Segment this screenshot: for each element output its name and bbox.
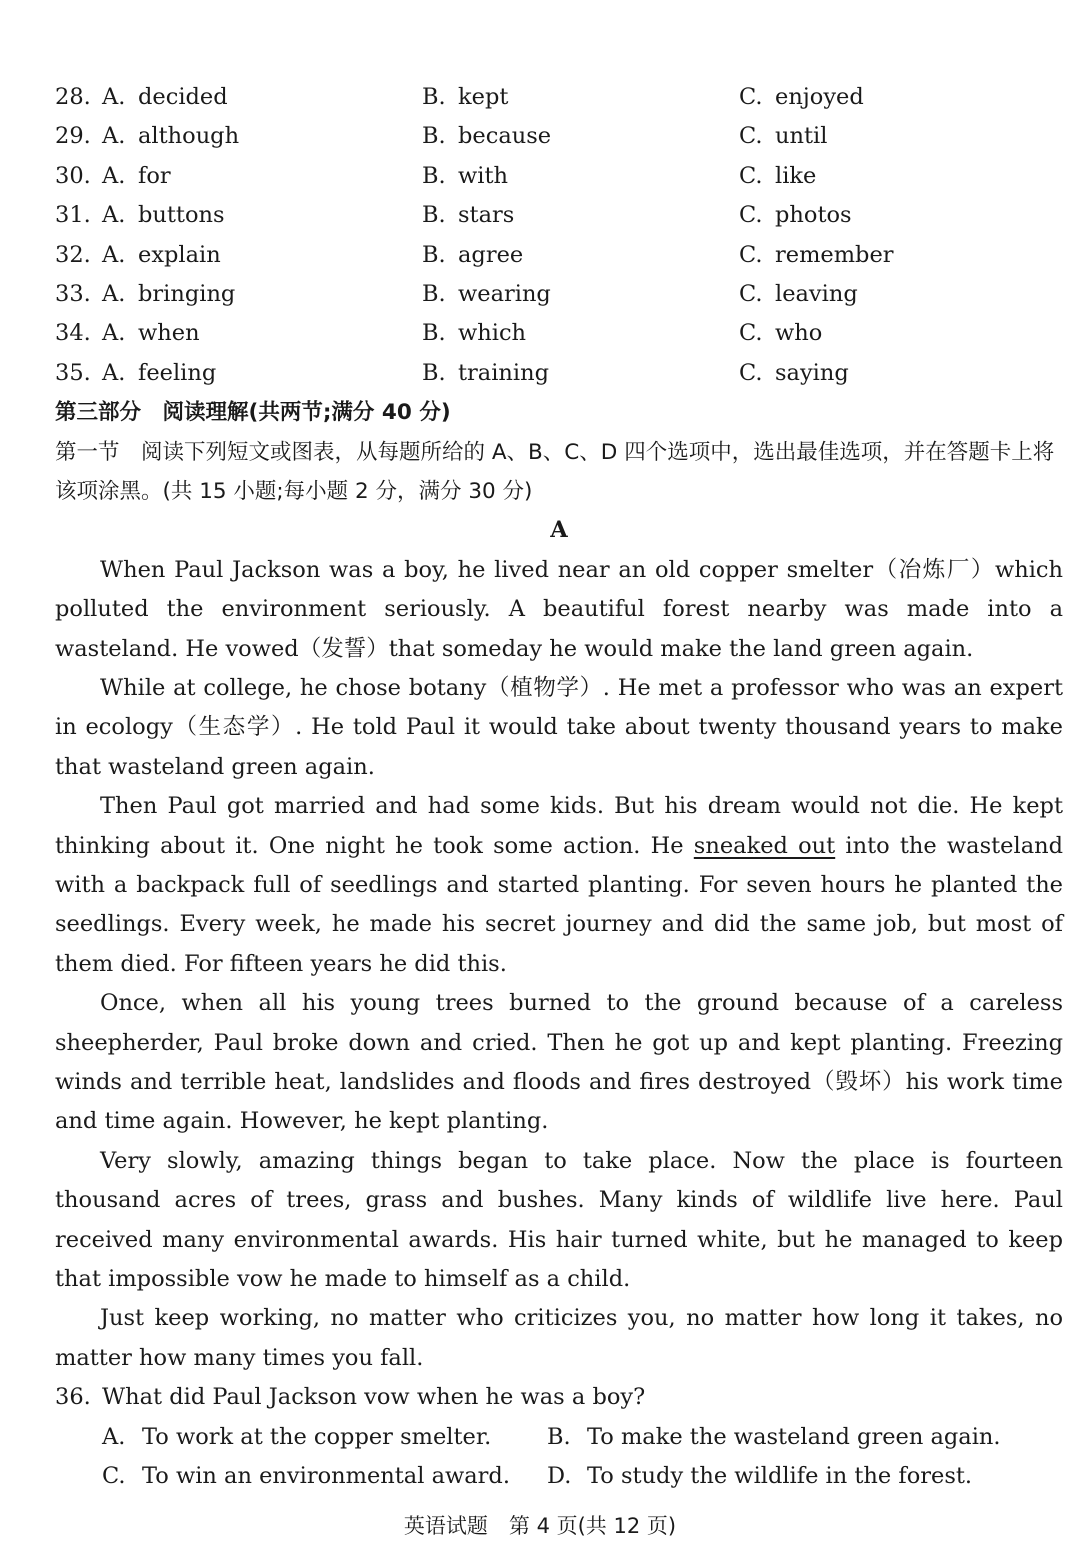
option-text: To make the wasteland green again.: [587, 1423, 1001, 1450]
passage-title: A: [550, 517, 568, 544]
paragraph-1: When Paul Jackson was a boy, he lived near an old copper smelter（冶炼厂）which polluted the environment seriously. A beautiful forest nearby was made into a wasteland. He vowed（发誓）that someday he would make the land green again.: [55, 556, 1063, 662]
option-text: enjoyed: [775, 84, 864, 110]
option-d[interactable]: [547, 1457, 972, 1496]
option-text: bringing: [138, 280, 236, 307]
option-letter: B.: [422, 359, 446, 386]
option-text: although: [138, 123, 240, 150]
question-options-row-1: [55, 1418, 1063, 1457]
cloze-option-b[interactable]: [422, 117, 739, 156]
option-text: who: [775, 320, 823, 347]
option-letter: C.: [739, 162, 763, 189]
paragraph-3: [55, 787, 1063, 984]
option-text: with: [458, 162, 508, 189]
option-letter: A.: [102, 1423, 126, 1450]
option-text: photos: [775, 202, 852, 229]
cloze-option-b[interactable]: [422, 157, 739, 196]
cloze-option-b[interactable]: [422, 275, 739, 314]
option-letter: C.: [739, 359, 763, 386]
option-text: until: [775, 123, 828, 150]
cloze-row: [55, 78, 1063, 117]
option-text: for: [138, 162, 171, 189]
cloze-number: 29.: [55, 123, 91, 150]
cloze-number: 31.: [55, 202, 91, 229]
cloze-option-b[interactable]: [422, 78, 739, 117]
cloze-option-a[interactable]: [102, 314, 422, 353]
cloze-option-c[interactable]: [739, 78, 864, 117]
cloze-option-b[interactable]: [422, 196, 739, 235]
cloze-row: [55, 117, 1063, 156]
option-a[interactable]: [102, 1418, 547, 1457]
option-text: explain: [138, 241, 221, 268]
option-text: To win an environmental award.: [142, 1463, 510, 1490]
option-letter: A.: [102, 123, 126, 150]
option-text: To study the wildlife in the forest.: [587, 1463, 973, 1490]
option-text: saying: [775, 359, 849, 386]
paragraph-6: Just keep working, no matter who criticizes you, no matter how long it takes, no matter how many times you fall.: [55, 1305, 1063, 1371]
option-text: like: [775, 162, 817, 189]
option-letter: B.: [422, 241, 446, 268]
option-letter: C.: [102, 1463, 126, 1490]
option-letter: A.: [102, 359, 126, 386]
cloze-number: 33.: [55, 280, 91, 307]
paragraph-4: Once, when all his young trees burned to the ground because of a careless sheepherder, Paul broke down and cried. Then he got up and kept planting. Freezing winds and terrible heat, landslides and floods and fires destroyed（毁坏）his work time and time again. However, he kept planting.: [55, 990, 1063, 1135]
cloze-options-table: [55, 78, 1063, 393]
option-letter: A.: [102, 241, 126, 268]
cloze-option-c[interactable]: [739, 354, 849, 393]
cloze-option-a[interactable]: [102, 236, 422, 275]
cloze-option-a[interactable]: [102, 117, 422, 156]
cloze-option-b[interactable]: [422, 314, 739, 353]
section-intro: 第一节 阅读下列短文或图表，从每题所给的 A、B、C、D 四个选项中，选出最佳选项，并在答题卡上将该项涂黑。(共 15 小题;每小题 2 分，满分 30 分): [55, 439, 1055, 504]
paragraph-3-after: into the wasteland with a backpack full of seedlings and started planting. For seven hours he planted the seedlings. Every week, he made his secret journey and did the same job, but most of them died. For fifteen years he did this.: [55, 832, 1064, 977]
option-text: remember: [775, 241, 894, 268]
option-letter: B.: [422, 320, 446, 347]
option-text: wearing: [458, 280, 551, 307]
option-text: because: [458, 123, 552, 150]
option-text: buttons: [138, 202, 225, 229]
option-letter: A.: [102, 320, 126, 347]
option-letter: B.: [422, 202, 446, 229]
cloze-row: [55, 196, 1063, 235]
option-text: when: [138, 320, 200, 347]
option-text: feeling: [138, 359, 217, 386]
option-letter: A.: [102, 280, 126, 307]
option-letter: C.: [739, 123, 763, 150]
question-stem: What did Paul Jackson vow when he was a boy?: [102, 1384, 646, 1411]
option-c[interactable]: [102, 1457, 547, 1496]
option-letter: D.: [547, 1463, 572, 1490]
cloze-number: 28.: [55, 84, 91, 110]
paragraph-3-before: Then Paul got married and had some kids. But his dream would not die. He kept thinking about it. One night he took some action. He: [55, 793, 1063, 859]
cloze-option-c[interactable]: [739, 275, 858, 314]
option-letter: A.: [102, 162, 126, 189]
option-text: which: [458, 320, 527, 347]
option-b[interactable]: [547, 1418, 1001, 1457]
cloze-option-c[interactable]: [739, 157, 816, 196]
option-text: decided: [138, 84, 228, 110]
option-letter: B.: [422, 84, 446, 110]
question-36: [55, 1378, 1063, 1417]
option-letter: A.: [102, 84, 126, 110]
option-letter: C.: [739, 280, 763, 307]
option-letter: B.: [422, 162, 446, 189]
cloze-option-b[interactable]: [422, 236, 739, 275]
underlined-phrase: sneaked out: [693, 832, 836, 859]
paragraph-2: While at college, he chose botany（植物学）. He met a professor who was an expert in ecology（生态学）. He told Paul it would take about twenty thousand years to make that wasteland green again.: [55, 674, 1063, 780]
cloze-option-a[interactable]: [102, 196, 422, 235]
question-options-row-2: [55, 1457, 1063, 1496]
cloze-row: [55, 157, 1063, 196]
page-footer: 英语试题 第 4 页(共 12 页): [403, 1514, 677, 1538]
option-letter: C.: [739, 84, 763, 110]
cloze-option-c[interactable]: [739, 236, 894, 275]
option-text: training: [458, 359, 549, 386]
cloze-option-a[interactable]: [102, 354, 422, 393]
cloze-option-a[interactable]: [102, 157, 422, 196]
cloze-number: 32.: [55, 241, 91, 268]
option-text: leaving: [775, 280, 858, 307]
option-letter: B.: [422, 280, 446, 307]
cloze-row: [55, 275, 1063, 314]
option-letter: C.: [739, 202, 763, 229]
cloze-option-a[interactable]: [102, 78, 422, 117]
option-text: To work at the copper smelter.: [142, 1423, 492, 1450]
option-letter: C.: [739, 241, 763, 268]
question-number: 36.: [55, 1384, 91, 1411]
option-letter: C.: [739, 320, 763, 347]
cloze-option-c[interactable]: [739, 196, 852, 235]
section-heading: 第三部分 阅读理解(共两节;满分 40 分): [55, 400, 451, 426]
cloze-option-a[interactable]: [102, 275, 422, 314]
cloze-number: 30.: [55, 162, 91, 189]
paragraph-5: Very slowly, amazing things began to take place. Now the place is fourteen thousand acres of trees, grass and bushes. Many kinds of wildlife live here. Paul received many environmental awards. His hair turned white, but he managed to keep that impossible vow he made to himself as a child.: [55, 1147, 1063, 1293]
option-letter: B.: [547, 1423, 571, 1450]
option-text: kept: [458, 84, 509, 110]
option-letter: B.: [422, 123, 446, 150]
option-text: stars: [458, 202, 515, 229]
option-letter: A.: [102, 202, 126, 229]
cloze-row: [55, 354, 1063, 393]
cloze-option-b[interactable]: [422, 354, 739, 393]
exam-page: [55, 78, 1063, 1496]
cloze-number: 34.: [55, 320, 91, 347]
cloze-row: [55, 236, 1063, 275]
cloze-number: 35.: [55, 359, 91, 386]
cloze-option-c[interactable]: [739, 117, 827, 156]
cloze-option-c[interactable]: [739, 314, 822, 353]
option-text: agree: [458, 241, 524, 268]
cloze-row: [55, 314, 1063, 353]
